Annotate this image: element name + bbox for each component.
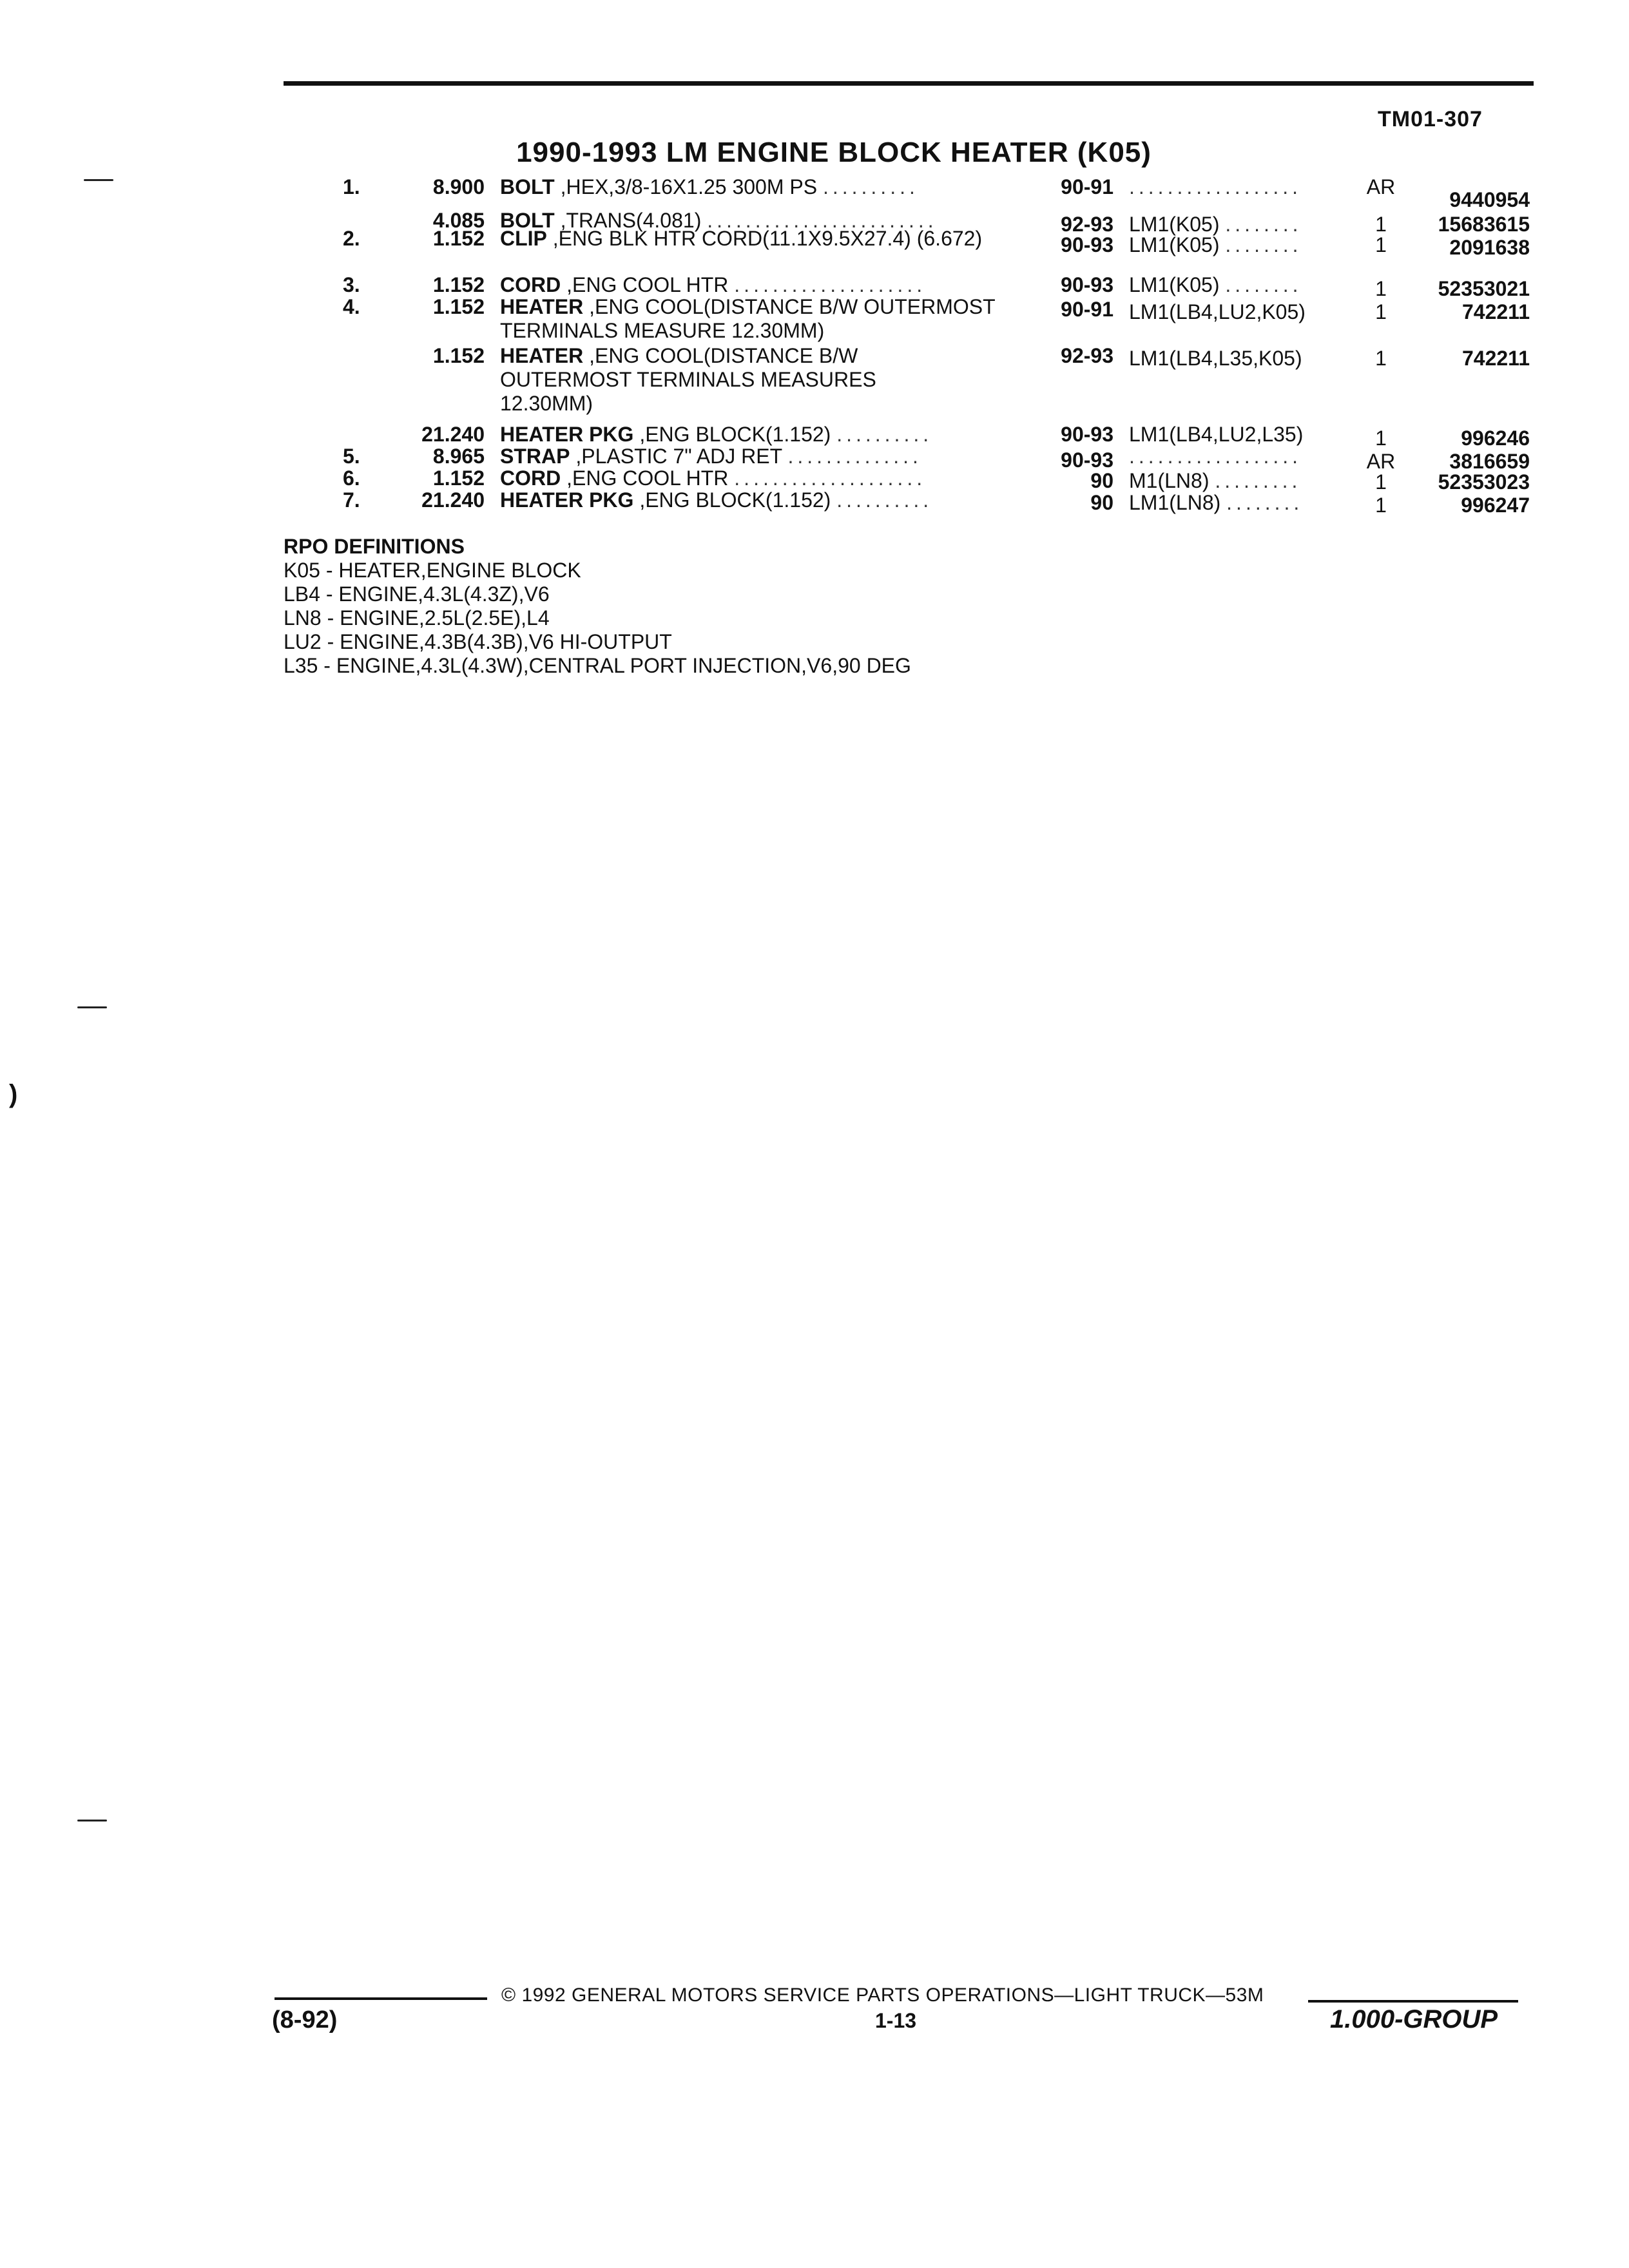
rpo-item: L35 - ENGINE,4.3L(4.3W),CENTRAL PORT INJECTION,V6,90 DEG	[284, 654, 911, 677]
part-number: 52353021	[1438, 277, 1530, 300]
part-number: 2091638	[1449, 236, 1530, 259]
part-description	[500, 488, 1028, 512]
usage-code: LM1(LB4,L35,K05)	[1129, 347, 1302, 370]
item-number: 5.	[343, 445, 360, 468]
part-name: CORD	[500, 273, 561, 296]
rpo-item: LB4 - ENGINE,4.3L(4.3Z),V6	[284, 582, 550, 606]
part-number: 996246	[1461, 427, 1530, 450]
model-years: 90-91	[1061, 175, 1113, 198]
leader-dots: ..........	[836, 488, 933, 512]
usage-code: LM1(K05)	[1129, 213, 1220, 236]
item-number: 2.	[343, 227, 360, 250]
model-years: 92-93	[1061, 213, 1113, 236]
part-number: 9440954	[1449, 188, 1530, 211]
quantity: AR	[1366, 175, 1396, 198]
part-description	[500, 227, 990, 251]
part-description	[500, 445, 1028, 468]
part-description	[500, 295, 1028, 343]
part-name: STRAP	[500, 445, 570, 468]
usage-code: LM1(LB4,LU2,L35)	[1129, 423, 1304, 446]
leader-dots: ..................	[1129, 175, 1302, 198]
footer-date: (8-92)	[272, 2006, 338, 2033]
quantity: 1	[1375, 213, 1387, 236]
leader-dots: ........	[1225, 233, 1302, 256]
quantity: 1	[1375, 470, 1387, 494]
item-number: 7.	[343, 488, 360, 512]
footer-rule-right	[1308, 2000, 1518, 2003]
part-description	[500, 273, 1028, 297]
model-years: 90-93	[1061, 233, 1113, 256]
leader-dots: ....................	[734, 466, 927, 490]
part-detail: ,ENG COOL(DISTANCE B/W OUTERMOST TERMINALS MEASURE 12.30MM)	[500, 295, 996, 342]
part-name: BOLT	[500, 175, 555, 198]
part-number: 996247	[1461, 494, 1530, 517]
leader-dots: .........	[1215, 469, 1302, 492]
item-number: 6.	[343, 466, 360, 490]
leader-dots: ........	[1226, 491, 1304, 514]
part-detail: ,ENG BLOCK(1.152)	[633, 423, 831, 446]
leader-dots: ..................	[1129, 445, 1302, 468]
usage-code: LM1(K05)	[1129, 273, 1220, 296]
group-number: 21.240	[421, 488, 485, 512]
quantity: 1	[1375, 277, 1387, 300]
footer-copyright: © 1992 GENERAL MOTORS SERVICE PARTS OPERATIONS—LIGHT TRUCK—53M	[501, 1984, 1264, 2006]
group-number: 8.965	[432, 445, 485, 468]
leader-dots: ..........	[822, 175, 919, 198]
group-number: 1.152	[432, 227, 485, 250]
rpo-item: LN8 - ENGINE,2.5L(2.5E),L4	[284, 606, 550, 629]
rpo-item: LU2 - ENGINE,4.3B(4.3B),V6 HI-OUTPUT	[284, 630, 672, 653]
usage	[1129, 469, 1335, 493]
model-years: 90	[1090, 469, 1113, 492]
group-number: 1.152	[432, 295, 485, 318]
part-detail: ,ENG BLK HTR CORD(11.1X9.5X27.4) (6.672)	[546, 227, 983, 250]
margin-mark: )	[9, 1080, 18, 1108]
part-name: BOLT	[500, 209, 555, 232]
group-number: 1.152	[432, 466, 485, 490]
top-rule	[284, 81, 1534, 86]
doc-id: TM01-307	[1378, 107, 1483, 131]
page-title: 1990-1993 LM ENGINE BLOCK HEATER (K05)	[516, 137, 1152, 168]
part-description	[500, 466, 1028, 490]
model-years: 90-93	[1061, 273, 1113, 296]
part-name: HEATER PKG	[500, 488, 634, 512]
quantity: 1	[1375, 494, 1387, 517]
part-name: HEATER	[500, 344, 584, 367]
quantity: 1	[1375, 427, 1387, 450]
model-years: 90-93	[1061, 423, 1113, 446]
usage	[1129, 300, 1335, 324]
usage	[1129, 273, 1335, 297]
usage-code: M1(LN8)	[1129, 469, 1210, 492]
part-detail: ,ENG COOL(DISTANCE B/W OUTERMOST TERMINALS MEASURES 12.30MM)	[500, 344, 876, 415]
leader-dots: ..............	[787, 445, 922, 468]
group-number: 4.085	[432, 209, 485, 232]
part-number: 15683615	[1438, 213, 1530, 236]
part-description	[500, 423, 1028, 447]
part-detail: ,ENG COOL HTR	[561, 273, 729, 296]
item-number: 4.	[343, 295, 360, 318]
binding-hole-mark	[77, 1820, 107, 1821]
part-detail: ,ENG BLOCK(1.152)	[633, 488, 831, 512]
part-name: HEATER PKG	[500, 423, 634, 446]
part-detail: ,PLASTIC 7" ADJ RET	[570, 445, 782, 468]
footer-rule-left	[275, 1997, 487, 2000]
part-detail: ,ENG COOL HTR	[561, 466, 729, 490]
part-description	[500, 344, 951, 416]
usage	[1129, 491, 1335, 515]
leader-dots: ........................	[707, 209, 938, 232]
usage	[1129, 445, 1335, 468]
rpo-item: K05 - HEATER,ENGINE BLOCK	[284, 559, 581, 582]
model-years: 90-91	[1061, 298, 1113, 321]
usage	[1129, 423, 1335, 447]
quantity: 1	[1375, 300, 1387, 323]
page-number: 1-13	[875, 2009, 917, 2032]
usage-code: LM1(LB4,LU2,K05)	[1129, 300, 1306, 323]
part-name: CLIP	[500, 227, 547, 250]
quantity: AR	[1366, 450, 1396, 473]
usage	[1129, 175, 1335, 199]
leader-dots: ....................	[734, 273, 927, 296]
usage	[1129, 347, 1335, 370]
binding-hole-mark	[84, 179, 113, 181]
part-number: 742211	[1461, 300, 1530, 323]
group-number: 1.152	[432, 344, 485, 367]
rpo-definitions	[284, 535, 911, 678]
part-detail: ,TRANS(4.081)	[554, 209, 702, 232]
leader-dots: ..........	[836, 423, 933, 446]
footer-group: 1.000-GROUP	[1330, 2005, 1498, 2033]
usage	[1129, 233, 1335, 257]
quantity: 1	[1375, 233, 1387, 256]
part-number: 742211	[1461, 347, 1530, 370]
group-number: 21.240	[421, 423, 485, 446]
part-detail: ,HEX,3/8-16X1.25 300M PS	[554, 175, 818, 198]
part-name: CORD	[500, 466, 561, 490]
model-years: 90	[1090, 491, 1113, 514]
item-number: 1.	[343, 175, 360, 198]
part-description	[500, 175, 1028, 199]
item-number: 3.	[343, 273, 360, 296]
usage-code: LM1(LN8)	[1129, 491, 1221, 514]
quantity: 1	[1375, 347, 1387, 370]
part-number: 52353023	[1438, 470, 1530, 494]
rpo-title: RPO DEFINITIONS	[284, 535, 465, 558]
part-name: HEATER	[500, 295, 584, 318]
model-years: 90-93	[1061, 448, 1113, 472]
group-number: 1.152	[432, 273, 485, 296]
leader-dots: ........	[1225, 273, 1302, 296]
usage-code: LM1(K05)	[1129, 233, 1220, 256]
model-years: 92-93	[1061, 344, 1113, 367]
part-number: 3816659	[1449, 450, 1530, 473]
leader-dots: ........	[1225, 213, 1302, 236]
binding-hole-mark	[77, 1006, 107, 1008]
group-number: 8.900	[432, 175, 485, 198]
